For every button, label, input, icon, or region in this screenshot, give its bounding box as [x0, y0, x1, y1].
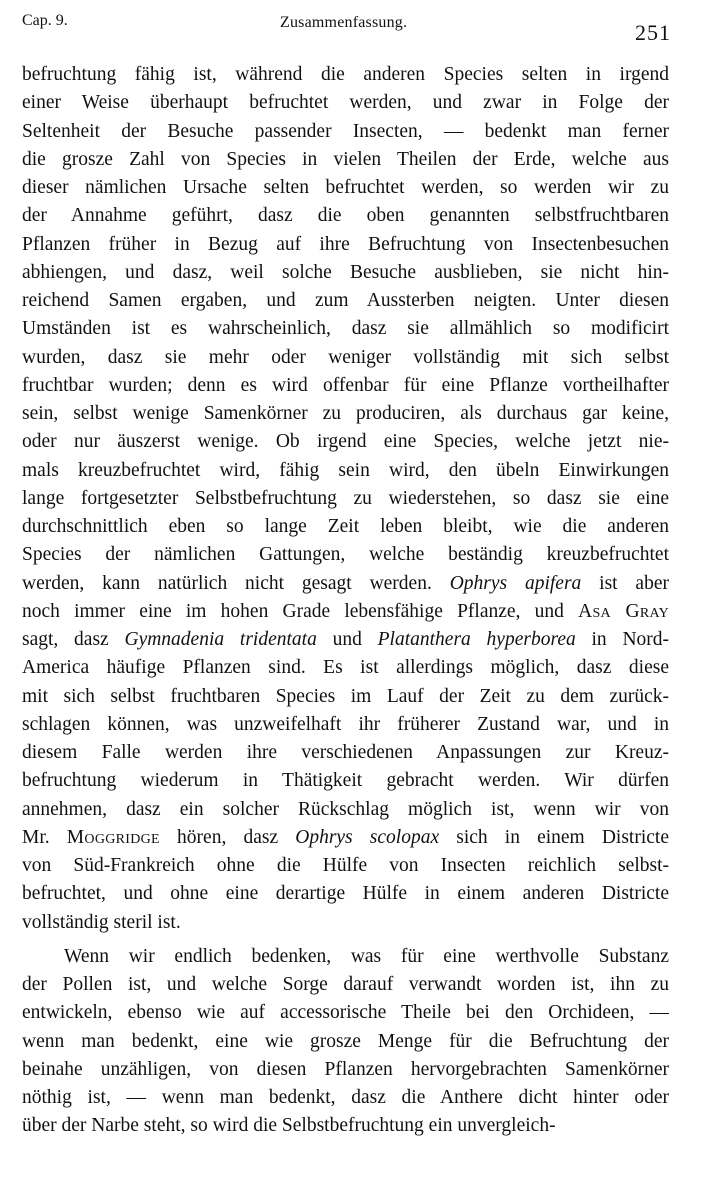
- text-segment: oder nur äuszerst wenige. Ob irgend eine Species, welche jetzt nie-: [22, 431, 669, 453]
- text-line: [22, 89, 669, 117]
- text-line: [22, 344, 669, 372]
- text-segment: Seltenheit der Besuche passender Insecten, — bedenkt man ferner: [22, 120, 669, 142]
- text-segment: über der Narbe steht, so wird die Selbstbefruchtung ein unvergleich-: [22, 1115, 556, 1137]
- text-line: [22, 654, 669, 682]
- text-segment: wurden, dasz sie mehr oder weniger vollständig mit sich selbst: [22, 346, 669, 368]
- text-line: [22, 971, 669, 999]
- text-segment: lange fortgesetzter Selbstbefruchtung zu wiederstehen, so dasz sie eine: [22, 487, 669, 509]
- text-line: [22, 683, 669, 711]
- text-segment: sagt, dasz: [22, 629, 125, 650]
- text-line: [22, 880, 669, 908]
- text-segment: Species der nämlichen Gattungen, welche beständig kreuzbefruchtet: [22, 544, 669, 566]
- running-header: [22, 8, 671, 45]
- text-segment: noch immer eine im hohen Grade lebensfähige Pflanze, und: [22, 600, 579, 622]
- text-segment: schlagen können, was unzweifelhaft ihr früherer Zustand war, und in: [22, 713, 669, 735]
- italic-text: Ophrys apifera: [449, 572, 582, 594]
- smallcaps-name: Moggridge: [66, 826, 160, 848]
- text-segment: einer Weise überhaupt befruchtet werden, und zwar in Folge der: [22, 92, 669, 114]
- text-line: [22, 513, 669, 541]
- text-line: [22, 943, 669, 971]
- text-line: [22, 315, 669, 343]
- body-text: [22, 61, 669, 1141]
- text-segment: fruchtbar wurden; denn es wird offenbar für eine Pflanze vortheilhafter: [22, 374, 669, 396]
- text-line: [22, 1112, 669, 1140]
- text-segment: der Annahme geführt, dasz die oben genannten selbstfruchtbaren: [22, 205, 669, 227]
- text-segment: dieser nämlichen Ursache selten befruchtet werden, so werden wir zu: [22, 177, 669, 198]
- text-line: [22, 485, 669, 513]
- italic-text: Gymnadenia tridentata: [124, 629, 317, 650]
- text-segment: und: [316, 629, 378, 650]
- text-segment: Mr.: [22, 826, 67, 848]
- text-segment: vollständig steril ist.: [22, 911, 181, 933]
- text-line: [22, 118, 669, 146]
- text-segment: America häufige Pflanzen sind. Es ist allerdings möglich, dasz diese: [22, 657, 669, 679]
- paragraph: [22, 61, 669, 937]
- text-line: [22, 739, 669, 767]
- text-line: [22, 999, 669, 1027]
- text-line: [22, 231, 669, 259]
- text-segment: annehmen, dasz ein solcher Rückschlag möglich ist, wenn wir von: [22, 798, 669, 820]
- text-segment: werden, kann natürlich nicht gesagt werden.: [22, 572, 450, 594]
- text-segment: Wenn wir endlich bedenken, was für eine werthvolle Substanz: [64, 945, 669, 967]
- text-line: [22, 852, 669, 880]
- text-segment: hören, dasz: [159, 826, 296, 848]
- text-line: [22, 598, 669, 626]
- text-line: [22, 626, 669, 654]
- paragraph: [22, 943, 669, 1141]
- text-segment: befruchtung wiederum in Thätigkeit gebracht werden. Wir dürfen: [22, 770, 669, 792]
- text-segment: von Süd-Frankreich ohne die Hülfe von Insecten reichlich selbst-: [22, 855, 669, 876]
- text-segment: der Pollen ist, und welche Sorge darauf verwandt worden ist, ihn zu: [22, 974, 669, 995]
- text-line: [22, 824, 669, 852]
- text-line: [22, 372, 669, 400]
- text-segment: entwickeln, ebenso wie auf accessorische Theile bei den Orchideen, —: [22, 1002, 669, 1024]
- section-title: Zusammenfassung.: [280, 14, 408, 31]
- text-segment: mals kreuzbefruchtet wird, fähig sein wird, den übeln Einwirkungen: [22, 459, 669, 481]
- chapter-label: Cap. 9.: [22, 12, 68, 29]
- text-segment: ist aber: [581, 572, 669, 594]
- text-segment: befruchtung fähig ist, während die anderen Species selten in irgend: [22, 64, 669, 85]
- text-segment: diesem Falle werden ihre verschiedenen Anpassungen zur Kreuz-: [22, 742, 669, 763]
- text-line: [22, 259, 669, 287]
- text-line: [22, 400, 669, 428]
- text-line: [22, 711, 669, 739]
- italic-text: Ophrys scolopax: [295, 826, 440, 848]
- text-line: [22, 1084, 669, 1112]
- text-line: [22, 541, 669, 569]
- text-segment: beinahe unzähligen, von diesen Pflanzen hervorgebrachten Samenkörner: [22, 1058, 669, 1080]
- text-line: [22, 202, 669, 230]
- text-line: [22, 570, 669, 598]
- text-segment: in Nord-: [575, 629, 669, 650]
- text-segment: durchschnittlich eben so lange Zeit leben bleibt, wie die anderen: [22, 516, 669, 537]
- text-segment: sich in einem Districte: [439, 826, 669, 848]
- text-line: [22, 428, 669, 456]
- text-line: [22, 796, 669, 824]
- text-segment: die grosze Zahl von Species in vielen Theilen der Erde, welche aus: [22, 148, 669, 170]
- text-line: [22, 287, 669, 315]
- text-line: [22, 1028, 669, 1056]
- text-line: [22, 909, 669, 937]
- text-segment: wenn man bedenkt, eine wie grosze Menge für die Befruchtung der: [22, 1030, 669, 1052]
- text-line: [22, 174, 669, 202]
- text-line: [22, 146, 669, 174]
- text-line: [22, 1056, 669, 1084]
- smallcaps-name: Asa Gray: [578, 600, 669, 622]
- text-segment: Umständen ist es wahrscheinlich, dasz sie allmählich so modificirt: [22, 318, 669, 340]
- page-number: 251: [635, 20, 671, 45]
- text-line: [22, 457, 669, 485]
- text-line: [22, 767, 669, 795]
- text-segment: befruchtet, und ohne eine derartige Hülfe in einem anderen Districte: [22, 883, 669, 905]
- text-segment: abhiengen, und dasz, weil solche Besuche ausblieben, sie nicht hin-: [22, 261, 669, 283]
- text-segment: Pflanzen früher in Bezug auf ihre Befruchtung von Insectenbesuchen: [22, 233, 669, 255]
- text-segment: mit sich selbst fruchtbaren Species im Lauf der Zeit zu dem zurück-: [22, 685, 669, 707]
- text-line: [22, 61, 669, 89]
- text-segment: reichend Samen ergaben, und zum Aussterben neigten. Unter diesen: [22, 290, 669, 311]
- text-segment: nöthig ist, — wenn man bedenkt, dasz die Anthere dicht hinter oder: [22, 1087, 669, 1108]
- text-segment: sein, selbst wenige Samenkörner zu produciren, als durchaus gar keine,: [22, 403, 669, 424]
- italic-text: Platanthera hyperborea: [377, 629, 576, 650]
